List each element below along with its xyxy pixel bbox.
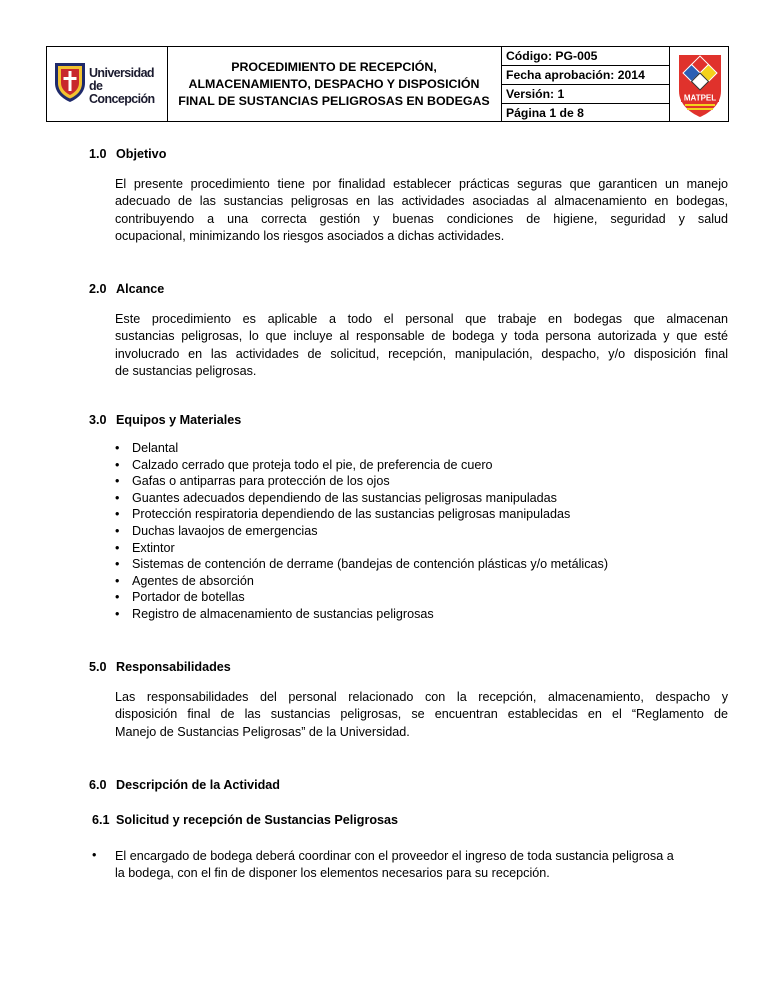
document-meta (501, 47, 670, 121)
list-item: • Registro de almacenamiento de sustancias peligrosas (115, 606, 608, 623)
list-item: • Protección respiratoria dependiendo de las sustancias peligrosas manipuladas (115, 506, 608, 523)
title-line: PROCEDIMIENTO DE RECEPCIÓN, (231, 59, 437, 74)
matpel-hazard-logo-icon (673, 51, 727, 119)
section-heading-descripcion: 6.0 Descripción de la Actividad (89, 778, 281, 792)
document-title (167, 47, 502, 121)
section-heading-equipos: 3.0 Equipos y Materiales (89, 413, 242, 427)
approval-date: Fecha aprobación: 2014 (501, 66, 669, 85)
list-item: • Delantal (115, 440, 608, 457)
header-logo-right-cell (669, 47, 729, 121)
section-heading-alcance: 2.0 Alcance (89, 282, 165, 296)
objetivo-paragraph: El presente procedimiento tiene por finalidad establecer prácticas seguras que garanticen un manejo adecuado de las sustancias peligrosas en las actividades asociadas al almacenamiento en bodegas, contribuyendo a una correcta gestión y buenas condiciones de higiene, seguridad y salud ocupacional, minimizando los riesgos asociados a dichas actividades. (115, 177, 728, 244)
university-name: Universidad de Concepción (89, 66, 155, 106)
header-logo-cell (47, 47, 168, 121)
document-header (46, 46, 729, 122)
list-item: • Guantes adecuados dependiendo de las sustancias peligrosas manipuladas (115, 490, 608, 507)
list-item: • Calzado cerrado que proteja todo el pie, de preferencia de cuero (115, 457, 608, 474)
list-item: • Agentes de absorción (115, 573, 608, 590)
list-item: • Sistemas de contención de derrame (bandejas de contención plásticas y/o metálicas) (115, 556, 608, 573)
university-logo (51, 57, 163, 111)
page-number: Página 1 de 8 (506, 106, 584, 120)
document-code: Código: PG-005 (501, 47, 669, 66)
alcance-paragraph: Este procedimiento es aplicable a todo el personal que trabaje en bodegas que almacenan sustancias peligrosas, lo que incluye al responsable de bodega y toda persona autorizada y que esté involucrado en las actividades de solicitud, recepción, manipulación, despacho, y/o disposición final de sustancias peligrosas. (115, 312, 728, 379)
section-heading-responsabilidades: 5.0 Responsabilidades (89, 660, 231, 674)
university-shield-icon (53, 61, 87, 103)
list-item: • Portador de botellas (115, 589, 608, 606)
equipment-list (115, 440, 608, 623)
title-line: ALMACENAMIENTO, DESPACHO Y DISPOSICIÓN (188, 76, 480, 91)
responsabilidades-paragraph: Las responsabilidades del personal relacionado con la recepción, almacenamiento, despacho y disposición final de las sustancias peligrosas, se encuentran establecidas en el “Reglamento de Manejo de Sustancias Peligrosas” de la Universidad. (115, 690, 728, 739)
matpel-logo-text: MATPEL (683, 93, 717, 103)
list-item: • Gafas o antiparras para protección de los ojos (115, 473, 608, 490)
list-item: • Extintor (115, 540, 608, 557)
document-version: Versión: 1 (501, 85, 669, 104)
section-heading-objetivo: 1.0 Objetivo (89, 147, 167, 161)
list-item: • Duchas lavaojos de emergencias (115, 523, 608, 540)
bullet-icon: • (92, 848, 97, 862)
title-line: FINAL DE SUSTANCIAS PELIGROSAS EN BODEGAS (178, 93, 490, 108)
subsection-heading-solicitud: 6.1 Solicitud y recepción de Sustancias Peligrosas (92, 813, 399, 827)
